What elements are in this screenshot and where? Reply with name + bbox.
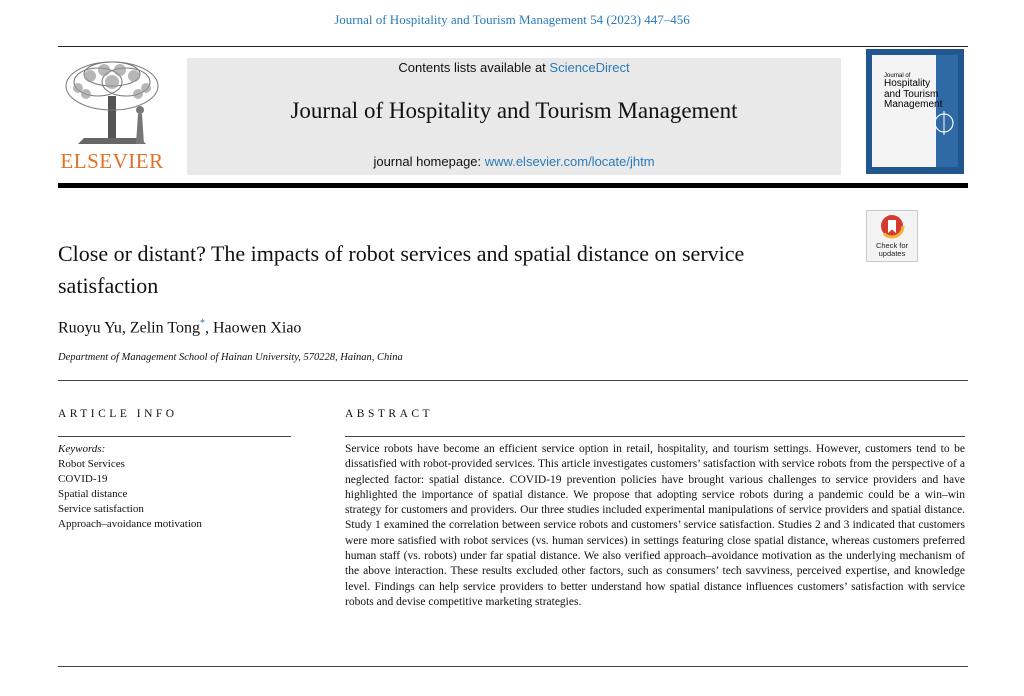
contents-availability: Contents lists available at ScienceDirect xyxy=(398,60,630,75)
keyword-item: Service satisfaction xyxy=(58,503,144,515)
authors-secondary[interactable]: , Haowen Xiao xyxy=(205,319,302,337)
cover-emblem-icon xyxy=(932,111,962,141)
journal-homepage-link[interactable]: www.elsevier.com/locate/jhtm xyxy=(484,154,655,169)
bookmark-ribbon-icon xyxy=(879,214,905,240)
journal-homepage: journal homepage: www.elsevier.com/locate/jhtm xyxy=(373,154,655,169)
abstract-rule xyxy=(345,436,965,437)
journal-cover-thumbnail[interactable] xyxy=(866,49,964,174)
journal-citation[interactable]: Journal of Hospitality and Tourism Management 54 (2023) 447–456 xyxy=(334,12,690,27)
keyword-item: COVID-19 xyxy=(58,473,108,485)
journal-name: Journal of Hospitality and Tourism Management xyxy=(290,98,738,123)
sciencedirect-link[interactable]: ScienceDirect xyxy=(549,60,630,75)
authors-primary[interactable]: Ruoyu Yu, Zelin Tong xyxy=(58,319,200,337)
keywords-list xyxy=(58,442,202,532)
corresponding-author-mark[interactable]: * xyxy=(200,318,205,329)
elsevier-logo[interactable] xyxy=(58,58,166,174)
abstract-text: Service robots have become an efficient service option in retail, hospitality, and tourism settings. However, customers tend to be dissatisfied with robot-provided services. This article investigates customers’ satisfaction with service robots from the perspective of a neglected factor: spatial distance. COVID-19 prevention policies have brought various challenges to service providers and have highlighted the importance of spatial distance. We propose that adopting service robots during a pandemic could be a win–win strategy for customers and providers. Our three studies included experimental manipulations of service providers and spatial distance. Study 1 examined the correlation between service robots and customers’ service satisfaction. Studies 2 and 3 indicated that customers were more satisfied with robot services (vs. human services) in settings featuring close spatial distance, whereas customers preferred human staff (vs. robots) under far spatial distance. We also verified approach–avoidance motivation as the underlying mechanism of the above interaction. These results excluded other factors, such as consumers’ tech savviness, perceived expertise, and knowledge level. Findings can help service providers to better understand how spatial distance influences customers’ satisfaction with service robots and devise competitive marketing strategies. xyxy=(345,443,965,608)
keyword-item: Approach–avoidance motivation xyxy=(58,518,202,530)
article-title: Close or distant? The impacts of robot services and spatial distance on service satisfaction xyxy=(58,241,745,298)
cover-title: Journal of Hospitality and Tourism Management xyxy=(884,73,943,111)
tree-icon xyxy=(58,58,166,150)
check-for-updates-badge[interactable] xyxy=(866,210,918,262)
header-rule-top xyxy=(58,46,968,47)
abstract-heading: ABSTRACT xyxy=(345,408,434,420)
author-affiliation: Department of Management School of Hainan University, 570228, Hainan, China xyxy=(58,352,403,363)
footer-rule xyxy=(58,666,968,667)
keyword-item: Robot Services xyxy=(58,458,125,470)
article-info-rule xyxy=(58,436,291,437)
article-info-heading: ARTICLE INFO xyxy=(58,408,178,420)
author-list xyxy=(58,318,301,337)
keyword-item: Spatial distance xyxy=(58,488,128,500)
header-rule-thick xyxy=(58,183,968,188)
keywords-label: Keywords: xyxy=(58,443,106,455)
journal-masthead xyxy=(187,58,841,175)
check-for-updates-label: Check for updates xyxy=(875,241,909,259)
publisher-name: ELSEVIER xyxy=(60,149,164,173)
section-rule xyxy=(58,380,968,381)
